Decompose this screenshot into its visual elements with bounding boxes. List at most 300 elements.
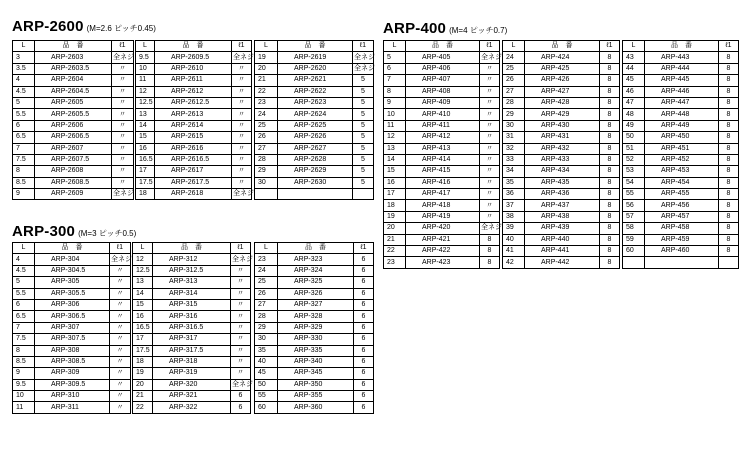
part-number-cell: ARP-428 (525, 97, 600, 108)
length-cell: 27 (255, 143, 278, 154)
table-row (623, 120, 739, 131)
length-cell: 4.5 (13, 265, 35, 276)
length-cell: 27 (503, 86, 525, 97)
length-cell: 8 (13, 345, 35, 356)
table-row (623, 75, 739, 86)
part-number-cell: ARP-412 (406, 132, 480, 143)
part-number-cell: ARP-445 (645, 75, 719, 86)
length-cell: 9 (13, 368, 35, 379)
length-cell: 56 (623, 200, 645, 211)
length-cell: 8.5 (13, 177, 35, 188)
table-row (255, 368, 374, 379)
table-row (503, 52, 620, 63)
length-cell: 17.5 (136, 177, 155, 188)
header-thread-length: ℓ1 (112, 41, 134, 52)
length-cell: 21 (133, 391, 153, 402)
length-cell: 5.5 (13, 288, 35, 299)
thread-length-cell: 〃 (480, 120, 500, 131)
length-cell: 17.5 (133, 345, 153, 356)
part-number-cell: ARP-448 (645, 109, 719, 120)
length-cell (255, 189, 278, 200)
length-cell: 9.5 (136, 52, 155, 63)
part-number-cell: ARP-434 (525, 166, 600, 177)
table-row (503, 257, 620, 268)
length-cell: 13 (133, 277, 153, 288)
length-cell: 20 (384, 223, 406, 234)
part-number-cell: ARP-429 (525, 109, 600, 120)
table-row (384, 52, 500, 63)
thread-length-cell: 〃 (480, 75, 500, 86)
thread-length-cell: 6 (354, 402, 374, 413)
part-number-cell: ARP-326 (278, 288, 354, 299)
table-row (13, 265, 131, 276)
header-thread-length: ℓ1 (110, 243, 131, 254)
thread-length-cell: 5 (353, 75, 374, 86)
table-row (13, 356, 131, 367)
part-number-cell: ARP-439 (525, 223, 600, 234)
table-row (13, 368, 131, 379)
table-row (136, 120, 252, 131)
part-number-cell: ARP-411 (406, 120, 480, 131)
thread-length-cell: 8 (600, 189, 620, 200)
length-cell: 28 (255, 154, 278, 165)
length-cell (623, 257, 645, 268)
thread-length-cell: 6 (354, 299, 374, 310)
length-cell: 12 (133, 254, 153, 265)
thread-length-cell: 8 (719, 75, 739, 86)
thread-length-cell: 全ネジ (480, 223, 500, 234)
table-row (503, 211, 620, 222)
thread-length-cell: 8 (719, 166, 739, 177)
length-cell: 30 (503, 120, 525, 131)
thread-length-cell: 8 (600, 120, 620, 131)
length-cell: 15 (384, 166, 406, 177)
thread-length-cell: 8 (719, 189, 739, 200)
table-header-row (13, 243, 131, 254)
table-row (136, 109, 252, 120)
part-number-cell: ARP-444 (645, 63, 719, 74)
part-number-cell: ARP-2618 (155, 189, 232, 200)
part-number-cell: ARP-316 (153, 311, 231, 322)
table-row (255, 109, 374, 120)
thread-length-cell: 8 (719, 143, 739, 154)
length-cell: 29 (503, 109, 525, 120)
part-number-cell: ARP-410 (406, 109, 480, 120)
table-row (623, 211, 739, 222)
length-cell: 55 (255, 391, 278, 402)
thread-length-cell: 8 (600, 109, 620, 120)
length-cell: 38 (503, 211, 525, 222)
length-cell: 6 (13, 120, 35, 131)
header-length: L (255, 41, 278, 52)
table-row (255, 86, 374, 97)
table-row (133, 311, 251, 322)
table-row (384, 132, 500, 143)
table-row (255, 288, 374, 299)
table-row (255, 75, 374, 86)
part-number-cell: ARP-328 (278, 311, 354, 322)
length-cell: 9 (384, 97, 406, 108)
length-cell: 8 (13, 166, 35, 177)
part-number-cell: ARP-2617 (155, 166, 232, 177)
length-cell: 28 (503, 97, 525, 108)
header-thread-length: ℓ1 (232, 41, 252, 52)
part-number-cell: ARP-426 (525, 75, 600, 86)
thread-length-cell: 全ネジ (232, 189, 252, 200)
thread-length-cell: 6 (354, 368, 374, 379)
part-number-cell: ARP-2604.5 (35, 86, 112, 97)
length-cell: 7.5 (13, 334, 35, 345)
part-number-cell: ARP-430 (525, 120, 600, 131)
table-row (136, 189, 252, 200)
table-row (623, 166, 739, 177)
length-cell: 7 (13, 322, 35, 333)
table-row (503, 166, 620, 177)
part-number-cell: ARP-2626 (278, 132, 353, 143)
part-number-cell: ARP-2609 (35, 189, 112, 200)
length-cell: 50 (255, 379, 278, 390)
section-title-arp300 (12, 223, 136, 241)
length-cell: 17 (133, 334, 153, 345)
table-row (384, 211, 500, 222)
thread-length-cell: 全ネジ (112, 52, 134, 63)
thread-length-cell: 〃 (110, 311, 131, 322)
thread-length-cell: 全ネジ (232, 52, 252, 63)
part-number-cell: ARP-457 (645, 211, 719, 222)
table-row (384, 257, 500, 268)
table-row (503, 120, 620, 131)
length-cell: 23 (384, 257, 406, 268)
thread-length-cell: 6 (354, 277, 374, 288)
part-number-cell: ARP-2620 (278, 63, 353, 74)
length-cell: 23 (255, 254, 278, 265)
thread-length-cell: 〃 (110, 402, 131, 413)
part-number-cell: ARP-2605.5 (35, 109, 112, 120)
table-row (384, 86, 500, 97)
length-cell: 30 (255, 177, 278, 188)
thread-length-cell: 8 (600, 211, 620, 222)
thread-length-cell: 〃 (112, 120, 134, 131)
length-cell: 53 (623, 166, 645, 177)
table-row (13, 97, 134, 108)
thread-length-cell: 8 (600, 63, 620, 74)
length-cell: 19 (384, 211, 406, 222)
table-row (255, 154, 374, 165)
thread-length-cell: 〃 (232, 166, 252, 177)
table-row (13, 391, 131, 402)
length-cell: 57 (623, 211, 645, 222)
spec-table (135, 40, 252, 200)
thread-length-cell: 8 (600, 154, 620, 165)
thread-length-cell: 8 (480, 234, 500, 245)
thread-length-cell: 〃 (112, 143, 134, 154)
table-row (503, 86, 620, 97)
part-number-cell: ARP-309.5 (35, 379, 110, 390)
part-number-cell: ARP-450 (645, 132, 719, 143)
length-cell: 23 (255, 97, 278, 108)
table-row (13, 277, 131, 288)
length-cell: 12 (384, 132, 406, 143)
table-row (623, 52, 739, 63)
series-spec: (M=2.6 ピッチ0.45) (86, 24, 156, 33)
length-cell: 7.5 (13, 154, 35, 165)
thread-length-cell: 8 (600, 234, 620, 245)
table-row (133, 265, 251, 276)
table-row (503, 63, 620, 74)
thread-length-cell: 〃 (480, 154, 500, 165)
table-row (384, 154, 500, 165)
part-number-cell: ARP-425 (525, 63, 600, 74)
length-cell: 10 (13, 391, 35, 402)
part-number-cell: ARP-2607 (35, 143, 112, 154)
header-part-number: 品 番 (645, 41, 719, 52)
length-cell: 44 (623, 63, 645, 74)
table-row (503, 143, 620, 154)
part-number-cell: ARP-316.5 (153, 322, 231, 333)
length-cell: 48 (623, 109, 645, 120)
length-cell: 19 (133, 368, 153, 379)
header-length: L (384, 41, 406, 52)
part-number-cell (645, 257, 719, 268)
table-row (13, 299, 131, 310)
thread-length-cell: 〃 (231, 356, 251, 367)
series-spec: (M=4 ピッチ0.7) (449, 26, 508, 35)
thread-length-cell: 〃 (480, 63, 500, 74)
table-row (255, 356, 374, 367)
length-cell: 16 (136, 143, 155, 154)
table-row (255, 166, 374, 177)
table-row (136, 52, 252, 63)
thread-length-cell: 〃 (110, 345, 131, 356)
thread-length-cell: 5 (353, 109, 374, 120)
part-number-cell (278, 189, 353, 200)
length-cell: 26 (255, 132, 278, 143)
length-cell: 54 (623, 177, 645, 188)
part-number-cell: ARP-322 (153, 402, 231, 413)
header-part-number: 品 番 (153, 243, 231, 254)
part-number-cell: ARP-440 (525, 234, 600, 245)
thread-length-cell: 〃 (480, 166, 500, 177)
length-cell: 4 (13, 254, 35, 265)
thread-length-cell: 〃 (232, 120, 252, 131)
table-row (384, 223, 500, 234)
length-cell: 4.5 (13, 86, 35, 97)
length-cell: 18 (133, 356, 153, 367)
part-number-cell: ARP-446 (645, 86, 719, 97)
part-number-cell: ARP-456 (645, 200, 719, 211)
thread-length-cell: 6 (354, 311, 374, 322)
thread-length-cell: 〃 (231, 311, 251, 322)
part-number-cell: ARP-2617.5 (155, 177, 232, 188)
part-number-cell: ARP-312 (153, 254, 231, 265)
table-row (384, 109, 500, 120)
part-number-cell: ARP-454 (645, 177, 719, 188)
thread-length-cell: 〃 (110, 288, 131, 299)
part-number-cell: ARP-305.5 (35, 288, 110, 299)
length-cell: 6 (13, 299, 35, 310)
length-cell: 7 (384, 75, 406, 86)
table-row (623, 223, 739, 234)
part-number-cell: ARP-304.5 (35, 265, 110, 276)
part-number-cell: ARP-2606 (35, 120, 112, 131)
thread-length-cell: 〃 (112, 109, 134, 120)
spec-table (383, 40, 500, 269)
table-row (503, 200, 620, 211)
table-row (136, 75, 252, 86)
length-cell: 8.5 (13, 356, 35, 367)
thread-length-cell: 〃 (231, 299, 251, 310)
thread-length-cell: 8 (480, 257, 500, 268)
table-row (255, 189, 374, 200)
thread-length-cell: 6 (354, 265, 374, 276)
part-number-cell: ARP-449 (645, 120, 719, 131)
part-number-cell: ARP-415 (406, 166, 480, 177)
part-number-cell: ARP-405 (406, 52, 480, 63)
thread-length-cell: 5 (353, 166, 374, 177)
length-cell: 12 (136, 86, 155, 97)
thread-length-cell: 〃 (110, 356, 131, 367)
thread-length-cell: 全ネジ (353, 63, 374, 74)
table-row (384, 189, 500, 200)
part-number-cell: ARP-325 (278, 277, 354, 288)
table-header-row (133, 243, 251, 254)
table-row (255, 311, 374, 322)
length-cell: 18 (136, 189, 155, 200)
thread-length-cell: 〃 (112, 86, 134, 97)
part-number-cell: ARP-413 (406, 143, 480, 154)
table-row (503, 189, 620, 200)
length-cell: 12.5 (133, 265, 153, 276)
table-row (136, 177, 252, 188)
table-row (133, 288, 251, 299)
thread-length-cell: 5 (353, 97, 374, 108)
section-title-arp2600 (12, 18, 156, 36)
length-cell: 11 (384, 120, 406, 131)
length-cell: 49 (623, 120, 645, 131)
table-row (13, 143, 134, 154)
length-cell: 16 (133, 311, 153, 322)
part-number-cell: ARP-437 (525, 200, 600, 211)
table-row (136, 154, 252, 165)
part-number-cell: ARP-2603 (35, 52, 112, 63)
table-row (13, 402, 131, 413)
thread-length-cell: 〃 (231, 368, 251, 379)
thread-length-cell: 〃 (232, 97, 252, 108)
table-row (255, 334, 374, 345)
spec-table (12, 242, 131, 414)
header-part-number: 品 番 (278, 243, 354, 254)
table-row (623, 246, 739, 257)
thread-length-cell: 〃 (232, 177, 252, 188)
length-cell: 24 (503, 52, 525, 63)
header-length: L (133, 243, 153, 254)
length-cell: 59 (623, 234, 645, 245)
table-row (255, 391, 374, 402)
part-number-cell: ARP-431 (525, 132, 600, 143)
table-row (133, 368, 251, 379)
part-number-cell: ARP-455 (645, 189, 719, 200)
thread-length-cell: 〃 (231, 345, 251, 356)
thread-length-cell: 6 (354, 345, 374, 356)
length-cell: 21 (384, 234, 406, 245)
part-number-cell: ARP-409 (406, 97, 480, 108)
part-number-cell: ARP-441 (525, 246, 600, 257)
thread-length-cell: 〃 (231, 265, 251, 276)
table-row (384, 200, 500, 211)
table-row (384, 143, 500, 154)
table-row (133, 254, 251, 265)
thread-length-cell: 8 (719, 154, 739, 165)
table-row (623, 63, 739, 74)
table-row (255, 345, 374, 356)
thread-length-cell: 8 (719, 177, 739, 188)
thread-length-cell: 〃 (232, 86, 252, 97)
part-number-cell: ARP-2614 (155, 120, 232, 131)
thread-length-cell: 〃 (231, 277, 251, 288)
length-cell: 4 (13, 75, 35, 86)
table-row (136, 97, 252, 108)
part-number-cell: ARP-2612.5 (155, 97, 232, 108)
series-spec: (M=3 ピッチ0.5) (78, 229, 137, 238)
thread-length-cell: 8 (719, 211, 739, 222)
thread-length-cell: 〃 (480, 97, 500, 108)
thread-length-cell: 〃 (232, 143, 252, 154)
spec-table (12, 40, 134, 200)
part-number-cell: ARP-2613 (155, 109, 232, 120)
part-number-cell: ARP-2603.5 (35, 63, 112, 74)
spec-table (622, 40, 739, 269)
part-number-cell: ARP-459 (645, 234, 719, 245)
thread-length-cell: 〃 (480, 143, 500, 154)
part-number-cell: ARP-2616 (155, 143, 232, 154)
thread-length-cell: 8 (600, 177, 620, 188)
part-number-cell: ARP-452 (645, 154, 719, 165)
thread-length-cell: 8 (600, 257, 620, 268)
thread-length-cell: 5 (353, 86, 374, 97)
header-length: L (503, 41, 525, 52)
part-number-cell: ARP-307.5 (35, 334, 110, 345)
part-number-cell: ARP-345 (278, 368, 354, 379)
table-row (255, 277, 374, 288)
length-cell: 40 (503, 234, 525, 245)
part-number-cell: ARP-2604 (35, 75, 112, 86)
length-cell: 5 (13, 97, 35, 108)
table-row (13, 189, 134, 200)
part-number-cell: ARP-427 (525, 86, 600, 97)
length-cell: 60 (623, 246, 645, 257)
part-number-cell: ARP-423 (406, 257, 480, 268)
table-row (13, 322, 131, 333)
table-row (13, 334, 131, 345)
part-number-cell: ARP-2622 (278, 86, 353, 97)
thread-length-cell: 8 (600, 246, 620, 257)
table-row (136, 132, 252, 143)
thread-length-cell: 8 (719, 63, 739, 74)
table-row (623, 97, 739, 108)
length-cell: 14 (384, 154, 406, 165)
length-cell: 11 (13, 402, 35, 413)
part-number-cell: ARP-424 (525, 52, 600, 63)
header-part-number: 品 番 (406, 41, 480, 52)
header-part-number: 品 番 (278, 41, 353, 52)
table-row (255, 322, 374, 333)
thread-length-cell: 〃 (110, 265, 131, 276)
length-cell: 43 (623, 52, 645, 63)
thread-length-cell: 6 (354, 391, 374, 402)
thread-length-cell: 8 (600, 223, 620, 234)
part-number-cell: ARP-317 (153, 334, 231, 345)
thread-length-cell: 8 (600, 200, 620, 211)
